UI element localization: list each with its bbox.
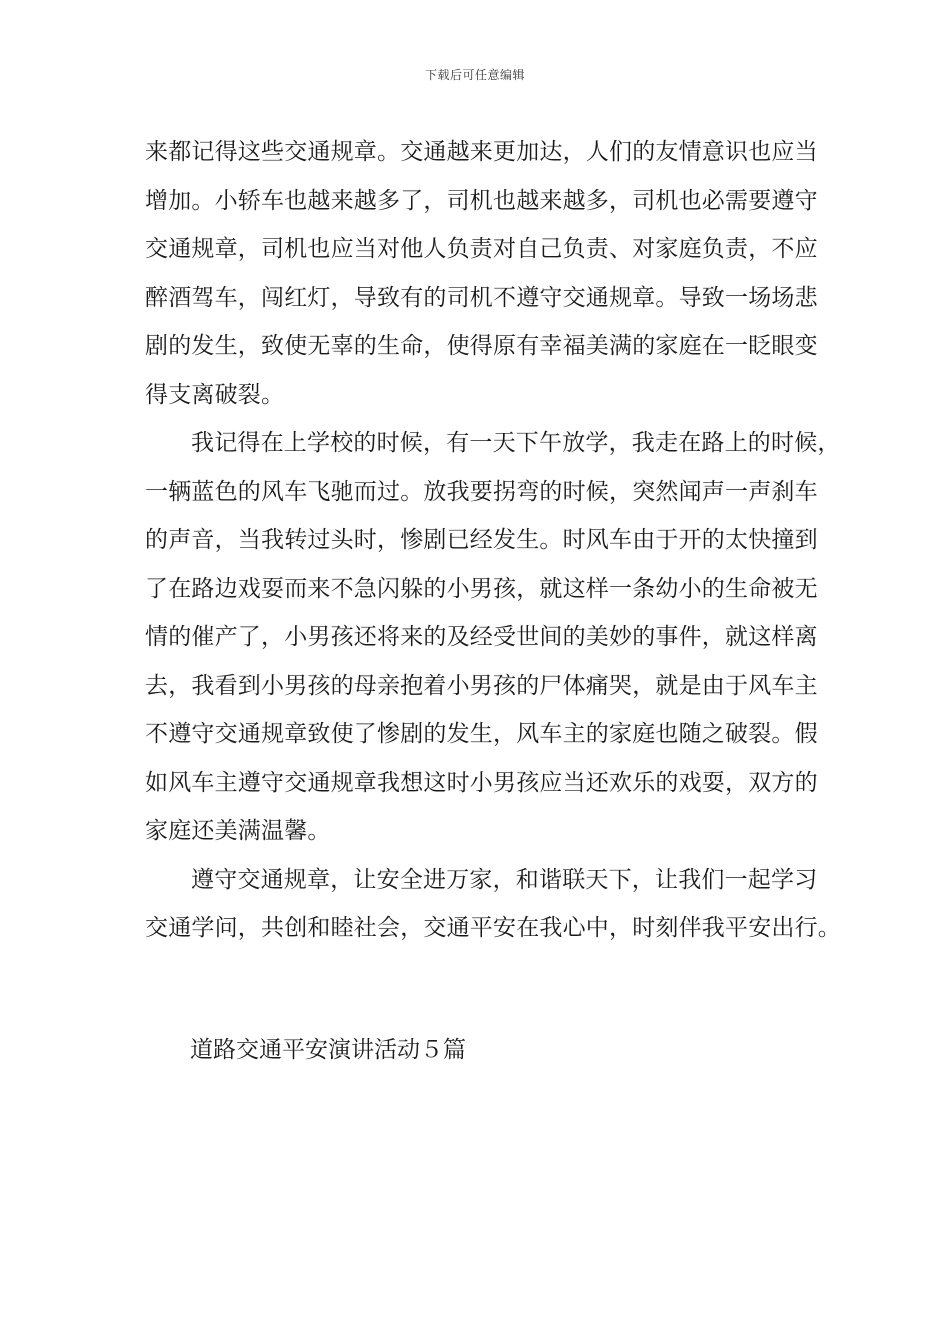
text-line: 得支离破裂。 <box>145 381 285 408</box>
text-line: 家庭还美满温馨。 <box>145 818 331 844</box>
text-line: 情的催产了，小男孩还将来的及经受世间的美妙的事件，就这样离 <box>145 624 818 650</box>
text-line: 剧的发生，致使无辜的生命，使得原有幸福美满的家庭在一眨眼变 <box>145 333 818 359</box>
text-line: 交通规章，司机也应当对他人负责对自己负责、对家庭负责，不应 <box>145 236 818 262</box>
text-line: 增加。小轿车也越来越多了，司机也越来越多，司机也必需要遵守 <box>145 187 818 214</box>
body-text <box>145 128 841 953</box>
paragraph-first-line: 我记得在上学校的时候，有一天下午放学，我走在路上的时候， <box>191 430 841 456</box>
text-line: 醉酒驾车，闯红灯，导致有的司机不遵守交通规章。导致一场场悲 <box>145 284 818 311</box>
text-line: 一辆蓝色的风车飞驰而过。放我要拐弯的时候，突然闻声一声刹车 <box>145 478 818 505</box>
paragraph-first-line: 遵守交通规章，让安全进万家，和谐联天下，让我们一起学习 <box>191 866 818 893</box>
text-line: 了在路边戏耍而来不急闪躲的小男孩，就这样一条幼小的生命被无 <box>145 575 818 602</box>
text-line: 去，我看到小男孩的母亲抱着小男孩的尸体痛哭，就是由于风车主 <box>145 672 818 699</box>
section-title: 道路交通平安演讲活动５篇 <box>190 1037 466 1063</box>
text-line: 不遵守交通规章致使了惨剧的发生，风车主的家庭也随之破裂。假 <box>145 721 818 747</box>
header-note: 下载后可任意编辑 <box>424 68 525 82</box>
text-line: 交通学问，共创和睦社会，交通平安在我心中，时刻伴我平安出行。 <box>145 915 841 941</box>
text-line: 来都记得这些交通规章。交通越来更加达，人们的友情意识也应当 <box>145 139 818 165</box>
text-line: 的声音，当我转过头时，惨剧已经发生。时风车由于开的太快撞到 <box>145 527 818 553</box>
text-line: 如风车主遵守交通规章我想这时小男孩应当还欢乐的戏耍，双方的 <box>145 769 818 796</box>
